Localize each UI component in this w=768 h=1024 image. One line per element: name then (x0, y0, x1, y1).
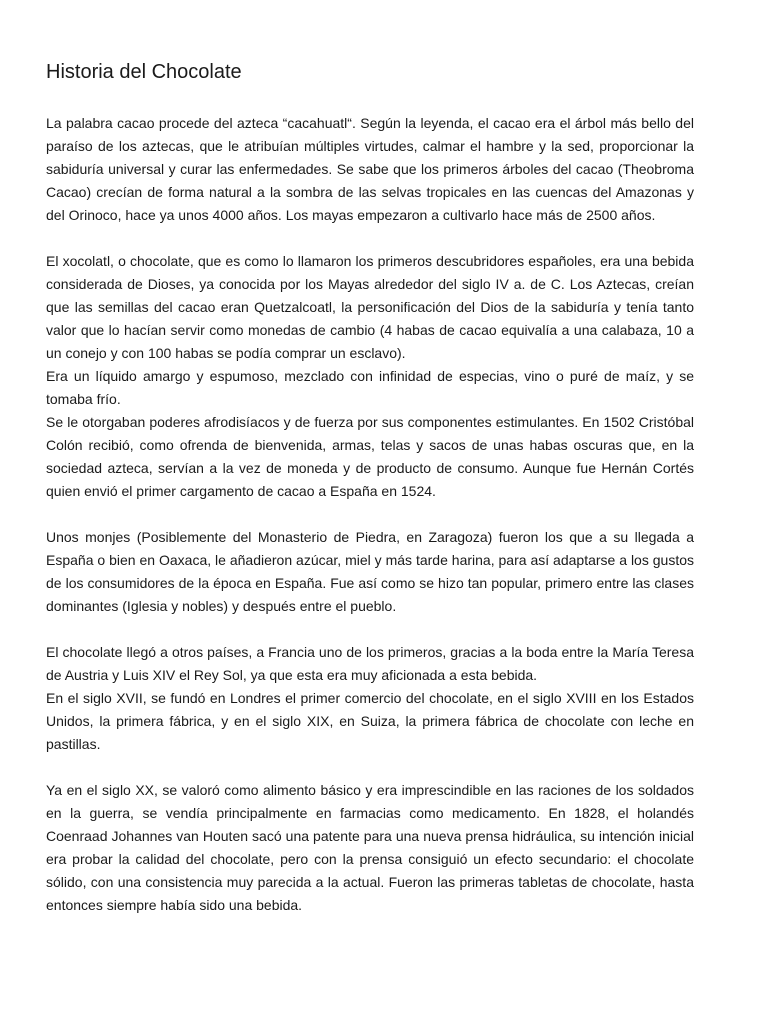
paragraph-line: La palabra cacao procede del azteca “cacahuatl“. Según la leyenda, el cacao era el árbol más bello del paraíso de los aztecas, que le atribuían múltiples virtudes, calmar el hambre y la sed, proporcionar la sabiduría universal y curar las enfermedades. Se sabe que los primeros árboles del cacao (Theobroma Cacao) crecían de forma natural a la sombra de las selvas tropicales en las cuencas del Amazonas y del Orinoco, hace ya unos 4000 años. Los mayas empezaron a cultivarlo hace más de 2500 años. (46, 115, 694, 223)
paragraph-line: Ya en el siglo XX, se valoró como alimento básico y era imprescindible en las raciones de los soldados en la guerra, se vendía principalmente en farmacias como medicamento. En 1828, el holandés Coenraad Johannes van Houten sacó una patente para una nueva prensa hidráulica, su intención inicial era probar la calidad del chocolate, pero con la prensa consiguió un efecto secundario: el chocolate sólido, con una consistencia muy parecida a la actual. Fueron las primeras tabletas de chocolate, hasta entonces siempre había sido una bebida. (46, 782, 694, 913)
paragraph-line: Se le otorgaban poderes afrodisíacos y de fuerza por sus componentes estimulantes. En 1502 Cristóbal Colón recibió, como ofrenda de bienvenida, armas, telas y sacos de unas habas oscuras que, en la sociedad azteca, servían a la vez de moneda y de producto de consumo. Aunque fue Hernán Cortés quien envió el primer cargamento de cacao a España en 1524. (46, 414, 694, 499)
paragraph-xocolatl (46, 250, 694, 503)
paragraph-line: El chocolate llegó a otros países, a Francia uno de los primeros, gracias a la boda entre la María Teresa de Austria y Luis XIV el Rey Sol, ya que esta era muy aficionada a esta bebida. (46, 644, 694, 683)
paragraph-line: Unos monjes (Posiblemente del Monasterio de Piedra, en Zaragoza) fueron los que a su llegada a España o bien en Oaxaca, le añadieron azúcar, miel y más tarde harina, para así adaptarse a los gustos de los consumidores de la época en España. Fue así como se hizo tan popular, primero entre las clases dominantes (Iglesia y nobles) y después entre el pueblo. (46, 529, 694, 614)
paragraph-line: En el siglo XVII, se fundó en Londres el primer comercio del chocolate, en el siglo XVIII en los Estados Unidos, la primera fábrica, y en el siglo XIX, en Suiza, la primera fábrica de chocolate con leche en pastillas. (46, 690, 694, 752)
paragraph-origin (46, 112, 694, 227)
paragraph-20th-century (46, 779, 694, 917)
paragraph-monks (46, 526, 694, 618)
document-title: Historia del Chocolate (46, 61, 242, 83)
paragraph-line: El xocolatl, o chocolate, que es como lo llamaron los primeros descubridores españoles, era una bebida considerada de Dioses, ya conocida por los Mayas alrededor del siglo IV a. de C. Los Aztecas, creían que las semillas del cacao eran Quetzalcoatl, la personificación del Dios de la sabiduría y tenía tanto valor que lo hacían servir como monedas de cambio (4 habas de cacao equivalía a una calabaza, 10 a un conejo y con 100 habas se podía comprar un esclavo). (46, 253, 694, 361)
paragraph-spread (46, 641, 694, 756)
document-page (46, 58, 694, 940)
paragraph-line: Era un líquido amargo y espumoso, mezclado con infinidad de especias, vino o puré de maíz, y se tomaba frío. (46, 368, 694, 407)
